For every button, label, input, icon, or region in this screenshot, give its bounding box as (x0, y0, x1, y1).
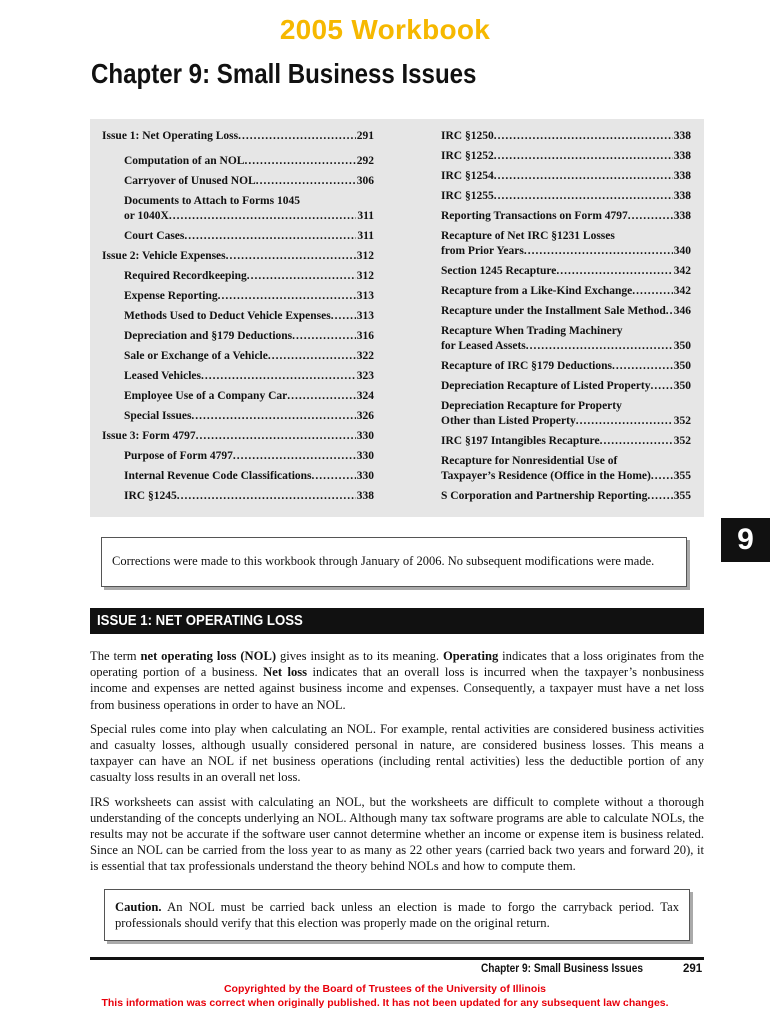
toc-page-number: 338 (673, 190, 691, 202)
toc-entry-title: or 1040X (124, 210, 169, 222)
toc-line (441, 454, 691, 469)
toc-line (102, 249, 374, 264)
toc-line (124, 489, 374, 504)
toc-entry (441, 399, 691, 429)
toc-line (441, 379, 691, 394)
bold-term: net operating loss (NOL) (140, 649, 277, 663)
toc-page-number: 330 (356, 450, 374, 462)
toc-entry-title: Recapture of IRC §179 Deductions (441, 360, 613, 372)
toc-entry (441, 304, 691, 319)
toc-line (441, 189, 691, 204)
corrections-notice: Corrections were made to this workbook through January of 2006. No subsequent modifications were made. (101, 537, 687, 587)
toc-line (124, 289, 374, 304)
toc-leader-dots (576, 414, 673, 429)
toc-leader-dots (201, 369, 356, 384)
toc-leader-dots (268, 349, 356, 364)
toc-entry (441, 149, 691, 164)
toc-line (124, 349, 374, 364)
toc-page-number: 352 (673, 415, 691, 427)
toc-page-number: 338 (673, 170, 691, 182)
toc-entry (441, 454, 691, 484)
toc-page-number: 338 (673, 210, 691, 222)
toc-entry-title: from Prior Years (441, 245, 524, 257)
toc-leader-dots (526, 339, 673, 354)
toc-leader-dots (244, 154, 355, 169)
chapter-title: Chapter 9: Small Business Issues (91, 58, 477, 89)
toc-entry (102, 349, 374, 364)
toc-line (102, 129, 374, 144)
toc-entry-title: Purpose of Form 4797 (124, 450, 233, 462)
toc-leader-dots (292, 329, 356, 344)
toc-leader-dots (494, 189, 673, 204)
toc-page-number: 355 (673, 490, 691, 502)
toc-page-number: 338 (356, 490, 374, 502)
toc-leader-dots (651, 469, 673, 484)
toc-line (124, 309, 374, 324)
toc-line (441, 489, 691, 504)
toc-entry-title: Recapture for Nonresidential Use of (441, 455, 618, 467)
footer-page-number: 291 (683, 963, 703, 975)
toc-leader-dots (169, 209, 357, 224)
toc-leader-dots (247, 269, 356, 284)
toc-leader-dots (494, 149, 673, 164)
toc-entry (102, 269, 374, 284)
toc-entry (102, 129, 374, 144)
toc-entry-title: Issue 3: Form 4797 (102, 430, 196, 442)
toc-entry-title: IRC §1252 (441, 150, 494, 162)
update-disclaimer: This information was correct when originally published. It has not been updated for any subsequent law changes. (101, 997, 669, 1009)
toc-leader-dots (287, 389, 356, 404)
bold-term: Net loss (263, 665, 308, 680)
toc-entry-title: Employee Use of a Company Car (124, 390, 288, 402)
toc-entry (102, 289, 374, 304)
toc-entry (441, 359, 691, 374)
toc-entry (441, 209, 691, 224)
toc-entry (102, 249, 374, 264)
toc-leader-dots (647, 489, 672, 504)
toc-page-number: 340 (673, 245, 691, 257)
toc-entry-title: IRC §1254 (441, 170, 494, 182)
toc-entry (102, 429, 374, 444)
toc-entry (102, 154, 374, 169)
toc-entry (102, 229, 374, 244)
toc-entry (102, 489, 374, 504)
toc-line (124, 369, 374, 384)
toc-entry-title: IRC §197 Intangibles Recapture (441, 435, 600, 447)
toc-entry (441, 284, 691, 299)
toc-entry (102, 329, 374, 344)
toc-leader-dots (184, 229, 356, 244)
toc-leader-dots (238, 129, 356, 144)
toc-entry-title: Depreciation Recapture for Property (441, 400, 622, 412)
toc-entry-title: Depreciation Recapture of Listed Property (441, 380, 651, 392)
body-paragraph (90, 794, 704, 875)
toc-leader-dots (494, 169, 673, 184)
toc-entry-title: Reporting Transactions on Form 4797 (441, 210, 628, 222)
paragraph-text: indicates that a loss originates from the operating portion of a business. (90, 649, 704, 680)
paragraph-text: IRS worksheets can assist with calculating an NOL, but the worksheets are difficult to complete without a thorough understanding of the concepts underlying an NOL. Although many tax software programs are able to calculate NOLs, the results may not be accurate if the software user cannot determine whether an income or expense item is business related. Since an NOL can be carried from the loss year to as many as 22 other years (carried back two years and forward 20), it is essential that tax professionals understand the theory behind NOLs and how to compute them. (90, 794, 704, 874)
toc-page-number: 324 (356, 390, 374, 402)
toc-leader-dots (494, 129, 673, 144)
section-heading-text: ISSUE 1: NET OPERATING LOSS (97, 612, 303, 629)
toc-entry (102, 409, 374, 424)
toc-entry (102, 389, 374, 404)
toc-entry-title: Section 1245 Recapture (441, 265, 557, 277)
toc-entry-title: Other than Listed Property (441, 415, 576, 427)
toc-entry-title: Recapture of Net IRC §1231 Losses (441, 230, 615, 242)
toc-entry-title: Recapture When Trading Machinery (441, 325, 623, 337)
toc-entry-title: IRC §1245 (124, 490, 177, 502)
toc-leader-dots (331, 309, 356, 324)
toc-entry-title: Expense Reporting (124, 290, 218, 302)
toc-leader-dots (651, 379, 673, 394)
paragraph-text: indicates that an overall loss is incurred when the taxpayer’s nonbusiness income and expenses are netted against business income and expenses. Consequently, a taxpayer must have a net loss from business operations in order to have an NOL. (90, 665, 705, 712)
toc-leader-dots (312, 469, 356, 484)
toc-entry-title: Internal Revenue Code Classifications (124, 470, 312, 482)
toc-entry-title: Issue 1: Net Operating Loss (102, 130, 239, 142)
toc-line (124, 329, 374, 344)
body-text (90, 648, 704, 883)
toc-leader-dots (600, 434, 673, 449)
toc-entry-title: Taxpayer’s Residence (Office in the Home) (441, 470, 651, 482)
toc-page-number: 350 (673, 340, 691, 352)
toc-leader-dots (628, 209, 673, 224)
toc-page-number: 326 (356, 410, 374, 422)
toc-entry-title: Court Cases (124, 230, 185, 242)
toc-line (441, 264, 691, 279)
toc-line (441, 149, 691, 164)
toc-page-number: 313 (356, 290, 374, 302)
toc-entry-title: IRC §1250 (441, 130, 494, 142)
section-heading (90, 608, 704, 634)
toc-entry-title: Recapture from a Like-Kind Exchange (441, 285, 633, 297)
toc-line (124, 269, 374, 284)
workbook-title: 2005 Workbook (279, 14, 491, 45)
toc-line (441, 359, 691, 374)
toc-page-number: 342 (673, 265, 691, 277)
paragraph-text: Special rules come into play when calculating an NOL. For example, rental activities are considered business activities and casualty losses, although usually considered personal in nature, are considered business losses. This means a taxpayer can have an NOL if net business operations (including rental activities) less the deductible portion of any casualty loss results in an overall net loss. (90, 721, 704, 785)
toc-line (124, 469, 374, 484)
toc-entry-title: Documents to Attach to Forms 1045 (124, 195, 300, 207)
toc-leader-dots (632, 284, 673, 299)
toc-page-number: 338 (673, 130, 691, 142)
toc-line (441, 129, 691, 144)
toc-leader-dots (191, 409, 355, 424)
toc-line (124, 449, 374, 464)
toc-page-number: 322 (356, 350, 374, 362)
toc-page-number: 352 (673, 435, 691, 447)
toc-line (441, 229, 691, 244)
toc-entry-title: Issue 2: Vehicle Expenses (102, 250, 226, 262)
caution-label: Caution. (115, 900, 162, 914)
copyright-notice: Copyrighted by the Board of Trustees of the University of Illinois (223, 983, 547, 995)
toc-leader-dots (556, 264, 672, 279)
toc-line (441, 339, 691, 354)
chapter-tab: 9 (721, 518, 770, 562)
toc-line (441, 209, 691, 224)
caution-text: An NOL must be carried back unless an election is made to forgo the carryback period. Tax professionals should verify that this election was properly made on the original return. (115, 900, 679, 930)
caution-box (104, 889, 690, 941)
toc-entry-title: Sale or Exchange of a Vehicle (124, 350, 268, 362)
toc-page-number: 306 (356, 175, 374, 187)
toc-page-number: 346 (673, 305, 691, 317)
body-paragraph (90, 721, 704, 786)
toc-entry (441, 489, 691, 504)
toc-entry (441, 324, 691, 354)
toc-page-number: 311 (357, 230, 374, 242)
toc-entry (441, 229, 691, 259)
toc-entry (102, 449, 374, 464)
toc-entry-title: Depreciation and §179 Deductions (124, 330, 293, 342)
toc-entry (102, 369, 374, 384)
toc-line (441, 284, 691, 299)
toc-leader-dots (177, 489, 356, 504)
toc-page-number: 323 (356, 370, 374, 382)
toc-line (441, 169, 691, 184)
toc-entry-title: Special Issues (124, 410, 192, 422)
toc-page-number: 292 (356, 155, 374, 167)
toc-entry (102, 309, 374, 324)
toc-page-number: 311 (357, 210, 374, 222)
toc-entry (441, 264, 691, 279)
toc-entry (441, 189, 691, 204)
toc-entry (441, 434, 691, 449)
toc-page-number: 338 (673, 150, 691, 162)
toc-line (124, 194, 374, 209)
toc-page-number: 355 (673, 470, 691, 482)
toc-line (441, 399, 691, 414)
toc-leader-dots (612, 359, 673, 374)
toc-page-number: 313 (356, 310, 374, 322)
toc-entry (441, 129, 691, 144)
footer-rule (90, 957, 704, 960)
bold-term: Operating (442, 649, 499, 663)
toc-line (441, 414, 691, 429)
toc-entry-title: IRC §1255 (441, 190, 494, 202)
toc-entry-title: Carryover of Unused NOL (124, 175, 256, 187)
toc-line (124, 409, 374, 424)
toc-entry (102, 174, 374, 189)
toc-page-number: 350 (673, 360, 691, 372)
toc-line (441, 304, 691, 319)
toc-leader-dots (226, 249, 356, 264)
toc-entry (102, 194, 374, 224)
toc-page-number: 312 (356, 270, 374, 282)
toc-line (124, 174, 374, 189)
toc-entry-title: for Leased Assets (441, 340, 526, 352)
toc-entry (102, 469, 374, 484)
footer-chapter: Chapter 9: Small Business Issues (481, 963, 643, 975)
toc-entry-title: S Corporation and Partnership Reporting (441, 490, 648, 502)
paragraph-text: gives insight as to its meaning. (276, 649, 443, 663)
toc-line (124, 229, 374, 244)
toc-page-number: 316 (356, 330, 374, 342)
toc-line (441, 469, 691, 484)
toc-entry-title: Computation of an NOL (124, 155, 245, 167)
toc-line (102, 429, 374, 444)
toc-page-number: 312 (356, 250, 374, 262)
table-of-contents (90, 119, 704, 517)
toc-line (441, 244, 691, 259)
toc-line (441, 324, 691, 339)
toc-entry-title: Leased Vehicles (124, 370, 201, 382)
toc-entry-title: Required Recordkeeping (124, 270, 247, 282)
toc-page-number: 330 (356, 470, 374, 482)
toc-line (124, 389, 374, 404)
toc-entry (441, 169, 691, 184)
toc-page-number: 330 (356, 430, 374, 442)
body-paragraph (90, 648, 704, 713)
toc-entry (441, 379, 691, 394)
toc-entry-title: Recapture under the Installment Sale Method (441, 305, 666, 317)
toc-leader-dots (666, 304, 673, 319)
toc-leader-dots (524, 244, 673, 259)
toc-leader-dots (196, 429, 356, 444)
toc-line (124, 154, 374, 169)
toc-line (124, 209, 374, 224)
toc-leader-dots (256, 174, 356, 189)
toc-line (441, 434, 691, 449)
toc-page-number: 350 (673, 380, 691, 392)
toc-page-number: 291 (356, 130, 374, 142)
toc-page-number: 342 (673, 285, 691, 297)
toc-leader-dots (218, 289, 356, 304)
paragraph-text: The term (90, 649, 141, 663)
toc-leader-dots (233, 449, 356, 464)
toc-entry-title: Methods Used to Deduct Vehicle Expenses (124, 310, 331, 322)
